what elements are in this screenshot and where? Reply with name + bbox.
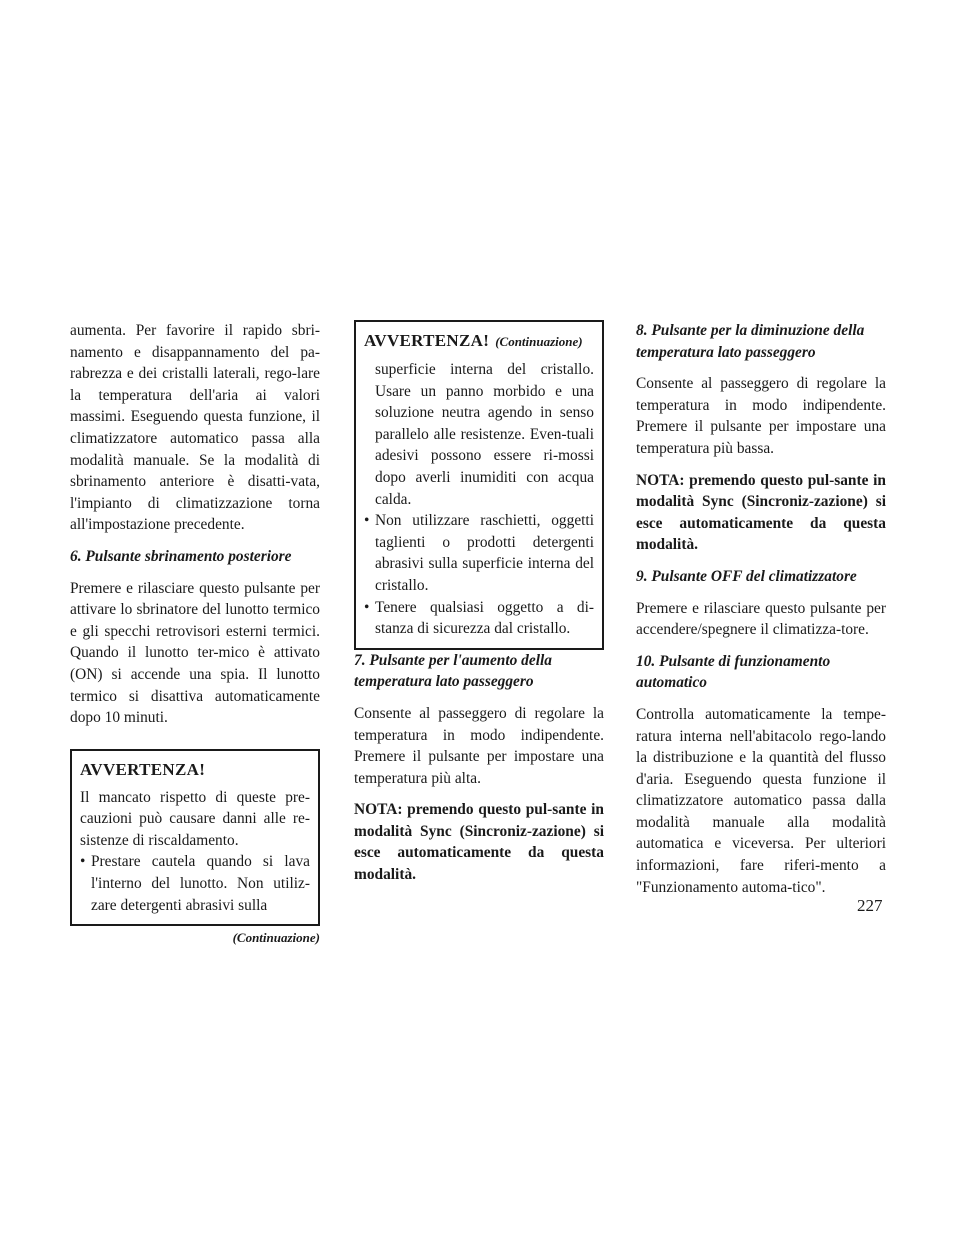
paragraph-defrost-continued: aumenta. Per favorire il rapido sbri-namento e disappannamento del pa-rabrezza e dei cristalli laterali, rego-lare la temperatura dell'aria ai valori massimi. Eseguendo questa funzione, il climatizzatore automatico passa alla modalità manuale. Se la modalità di sbrinamento anteriore è disatti-vata, l'impianto di climatizzazione torna all'impostazione precedente. (70, 322, 320, 534)
warning-box (70, 749, 320, 927)
paragraph-auto-mode: Controlla automaticamente la tempe-ratura interna nell'abitacolo rego-lando la distribuzione e la quantità del flusso d'aria. Eseguendo questa funzione il climatizzatore automatico passa dalla modalità manuale alla modalità automatica e viceversa. Per ulteriori informazioni, fare riferi-mento a "Funzionamento automa-tico". (636, 705, 886, 896)
page-number: 227 (857, 896, 883, 915)
warning-title: AVVERTENZA! (80, 759, 206, 779)
bullet-icon: • (80, 853, 86, 871)
continued-label: (Continuazione) (232, 930, 320, 946)
paragraph-passenger-temp-up: Consente al passeggero di regolare la temperatura in modo indipendente. Premere il pulsante per impostare una temperatura più alta. (354, 704, 604, 787)
heading-passenger-temp-up-button: 7. Pulsante per l'aumento della temperatura lato passeggero (354, 651, 552, 691)
continued-label: (Continuazione) (495, 334, 583, 349)
column-left (70, 320, 320, 946)
paragraph-rear-defrost: Premere e rilasciare questo pulsante per attivare lo sbrinatore del lunotto termico e gli specchi retrovisori esterni termici. Quando il lunotto ter-mico è attivato (ON) si accende una spia. Il lunotto termico si disattiva automaticamente dopo 10 minuti. (70, 579, 320, 727)
heading-ac-off-button: 9. Pulsante OFF del climatizzatore (636, 567, 857, 585)
note-sync-mode: NOTA: premendo questo pul-sante in modalità Sync (Sincroniz-zazione) si esce automaticamente da questa modalità. (636, 471, 886, 554)
warning-title: AVVERTENZA! (Continuazione) (364, 331, 583, 350)
warning-list-item: • Non utilizzare raschietti, oggetti taglienti o prodotti detergenti abrasivi sulla superficie interna del cristallo. (364, 512, 594, 594)
warning-list-item: • Tenere qualsiasi oggetto a di-stanza di sicurezza dal cristallo. (364, 598, 594, 638)
column-middle (354, 320, 604, 896)
heading-rear-defrost-button: 6. Pulsante sbrinamento posteriore (70, 547, 292, 565)
column-right (636, 320, 886, 908)
note-sync-mode: NOTA: premendo questo pul-sante in modalità Sync (Sincroniz-zazione) si esce automaticamente da questa modalità. (354, 801, 604, 884)
heading-passenger-temp-down-button: 8. Pulsante per la diminuzione della temperatura lato passeggero (636, 322, 865, 361)
warning-list-item: • Prestare cautela quando si lava l'interno del lunotto. Non utiliz-zare detergenti abrasivi sulla (80, 853, 310, 914)
warning-item-continued: superficie interna del cristallo. Usare un panno morbido e una soluzione neutra agendo in senso parallelo alle resistenze. Even-tuali adesivi possono essere ri-mossi dopo averli inumiditi con acqua calda. (375, 361, 594, 508)
bullet-icon: • (364, 512, 370, 530)
warning-list (364, 510, 594, 640)
warning-intro: Il mancato rispetto di queste pre-cauzioni può causare danni alle re-sistenze di riscaldamento. (80, 788, 310, 849)
bullet-icon: • (364, 598, 370, 616)
heading-auto-mode-button: 10. Pulsante di funzionamento automatico (636, 652, 831, 692)
warning-box-continued (354, 320, 604, 650)
paragraph-passenger-temp-down: Consente al passeggero di regolare la temperatura in modo indipendente. Premere il pulsante per impostare una temperatura più bassa. (636, 375, 886, 457)
warning-list (80, 851, 310, 916)
paragraph-ac-off: Premere e rilasciare questo pulsante per accendere/spegnere il climatizza-tore. (636, 599, 886, 639)
